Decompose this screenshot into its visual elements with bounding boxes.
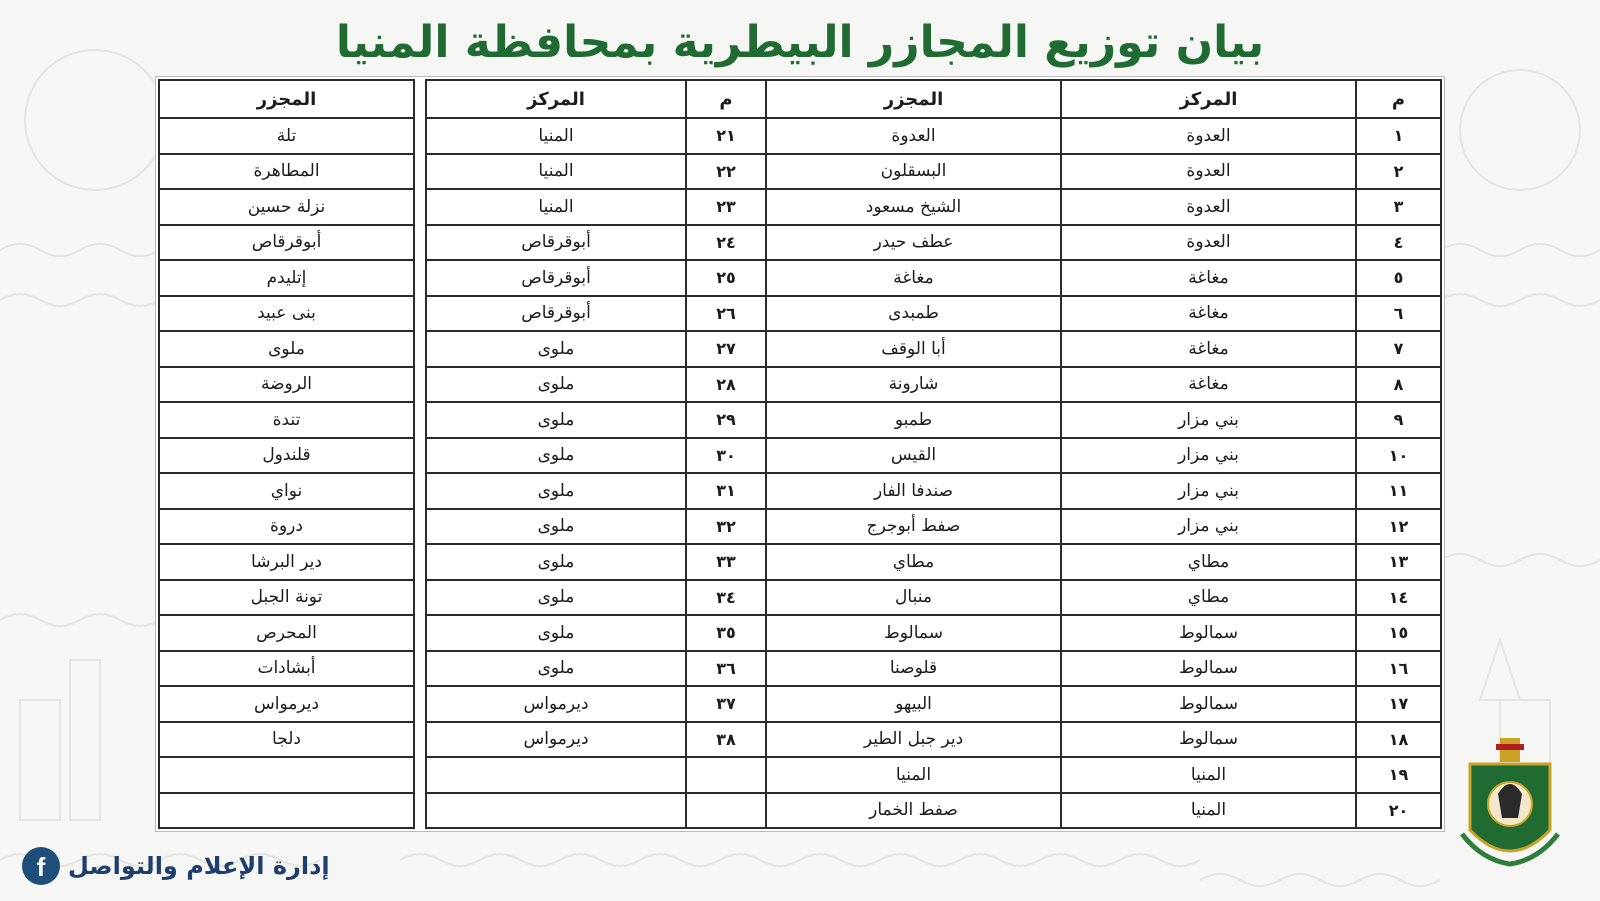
right-slaughterhouse-cell: القيس bbox=[766, 438, 1061, 474]
table-row bbox=[159, 225, 1441, 261]
table-gap bbox=[414, 757, 426, 793]
right-num-cell: ٤ bbox=[1356, 225, 1441, 261]
left-num-cell: ٣٨ bbox=[686, 722, 766, 758]
left-center-cell: أبوقرقاص bbox=[426, 296, 686, 332]
right-num-cell: ٨ bbox=[1356, 367, 1441, 403]
left-center-cell: أبوقرقاص bbox=[426, 260, 686, 296]
right-num-cell: ٥ bbox=[1356, 260, 1441, 296]
left-num-cell: ٢٩ bbox=[686, 402, 766, 438]
right-num-cell: ٧ bbox=[1356, 331, 1441, 367]
right-center-cell: سمالوط bbox=[1061, 722, 1356, 758]
right-num-cell: ١٤ bbox=[1356, 580, 1441, 616]
header-center-left: المركز bbox=[426, 80, 686, 118]
right-num-cell: ١٧ bbox=[1356, 686, 1441, 722]
left-num-cell: ٢٢ bbox=[686, 154, 766, 190]
left-num-cell: ٢٥ bbox=[686, 260, 766, 296]
left-num-cell: ٢١ bbox=[686, 118, 766, 154]
right-center-cell: بني مزار bbox=[1061, 438, 1356, 474]
table-body bbox=[159, 118, 1441, 828]
left-num-cell: ٢٨ bbox=[686, 367, 766, 403]
left-center-cell: ملوى bbox=[426, 402, 686, 438]
table-row bbox=[159, 473, 1441, 509]
table-row bbox=[159, 544, 1441, 580]
facebook-icon[interactable]: f bbox=[22, 847, 60, 885]
left-slaughterhouse-cell bbox=[159, 793, 414, 829]
slaughterhouse-table-sheet bbox=[155, 76, 1445, 832]
table-gap bbox=[414, 225, 426, 261]
left-num-cell: ٣٤ bbox=[686, 580, 766, 616]
left-slaughterhouse-cell: دلجا bbox=[159, 722, 414, 758]
right-center-cell: المنيا bbox=[1061, 793, 1356, 829]
table-gap bbox=[414, 118, 426, 154]
left-slaughterhouse-cell: ديرمواس bbox=[159, 686, 414, 722]
left-slaughterhouse-cell: قلندول bbox=[159, 438, 414, 474]
table-gap bbox=[414, 367, 426, 403]
left-num-cell bbox=[686, 793, 766, 829]
right-slaughterhouse-cell: مغاغة bbox=[766, 260, 1061, 296]
right-num-cell: ٣ bbox=[1356, 189, 1441, 225]
left-slaughterhouse-cell: نزلة حسين bbox=[159, 189, 414, 225]
table-row bbox=[159, 686, 1441, 722]
left-num-cell: ٣٥ bbox=[686, 615, 766, 651]
right-num-cell: ١٦ bbox=[1356, 651, 1441, 687]
page-title: بيان توزيع المجازر البيطرية بمحافظة المنيا bbox=[335, 17, 1265, 68]
left-center-cell: ملوى bbox=[426, 544, 686, 580]
table-gap bbox=[414, 260, 426, 296]
table-gap bbox=[414, 80, 426, 118]
table-gap bbox=[414, 722, 426, 758]
left-slaughterhouse-cell: أبوقرقاص bbox=[159, 225, 414, 261]
left-slaughterhouse-cell bbox=[159, 757, 414, 793]
left-slaughterhouse-cell: تلة bbox=[159, 118, 414, 154]
left-num-cell: ٣٣ bbox=[686, 544, 766, 580]
right-slaughterhouse-cell: طمبو bbox=[766, 402, 1061, 438]
table-gap bbox=[414, 154, 426, 190]
right-center-cell: العدوة bbox=[1061, 225, 1356, 261]
table-row bbox=[159, 331, 1441, 367]
table-row bbox=[159, 651, 1441, 687]
slaughterhouse-table bbox=[158, 79, 1442, 829]
table-gap bbox=[414, 473, 426, 509]
right-slaughterhouse-cell: صفط الخمار bbox=[766, 793, 1061, 829]
left-center-cell: ملوى bbox=[426, 438, 686, 474]
header-slaughterhouse-left: المجزر bbox=[159, 80, 414, 118]
governorate-emblem-icon bbox=[1452, 734, 1568, 878]
left-slaughterhouse-cell: المحرص bbox=[159, 615, 414, 651]
left-center-cell bbox=[426, 757, 686, 793]
right-slaughterhouse-cell: أبا الوقف bbox=[766, 331, 1061, 367]
left-slaughterhouse-cell: الروضة bbox=[159, 367, 414, 403]
table-row bbox=[159, 154, 1441, 190]
right-slaughterhouse-cell: دير جبل الطير bbox=[766, 722, 1061, 758]
table-gap bbox=[414, 509, 426, 545]
left-slaughterhouse-cell: أبشادات bbox=[159, 651, 414, 687]
table-row bbox=[159, 757, 1441, 793]
left-num-cell: ٢٤ bbox=[686, 225, 766, 261]
left-slaughterhouse-cell: تندة bbox=[159, 402, 414, 438]
right-center-cell: بني مزار bbox=[1061, 509, 1356, 545]
table-gap bbox=[414, 438, 426, 474]
table-gap bbox=[414, 331, 426, 367]
right-num-cell: ١١ bbox=[1356, 473, 1441, 509]
right-slaughterhouse-cell: طمبدى bbox=[766, 296, 1061, 332]
header-slaughterhouse-right: المجزر bbox=[766, 80, 1061, 118]
table-row bbox=[159, 189, 1441, 225]
right-num-cell: ٢ bbox=[1356, 154, 1441, 190]
header-num-right: م bbox=[1356, 80, 1441, 118]
left-center-cell: أبوقرقاص bbox=[426, 225, 686, 261]
left-slaughterhouse-cell: تونة الجبل bbox=[159, 580, 414, 616]
right-slaughterhouse-cell: العدوة bbox=[766, 118, 1061, 154]
table-row bbox=[159, 367, 1441, 403]
header-num-left: م bbox=[686, 80, 766, 118]
right-slaughterhouse-cell: سمالوط bbox=[766, 615, 1061, 651]
left-num-cell: ٣٠ bbox=[686, 438, 766, 474]
right-center-cell: مطاي bbox=[1061, 580, 1356, 616]
table-header-row bbox=[159, 80, 1441, 118]
right-center-cell: العدوة bbox=[1061, 154, 1356, 190]
table-row bbox=[159, 438, 1441, 474]
left-slaughterhouse-cell: دير البرشا bbox=[159, 544, 414, 580]
left-center-cell: ديرمواس bbox=[426, 686, 686, 722]
left-center-cell: المنيا bbox=[426, 154, 686, 190]
header-center-right: المركز bbox=[1061, 80, 1356, 118]
table-row bbox=[159, 118, 1441, 154]
right-slaughterhouse-cell: المنيا bbox=[766, 757, 1061, 793]
left-center-cell: ملوى bbox=[426, 367, 686, 403]
right-slaughterhouse-cell: شارونة bbox=[766, 367, 1061, 403]
right-slaughterhouse-cell: الشيخ مسعود bbox=[766, 189, 1061, 225]
left-center-cell: ديرمواس bbox=[426, 722, 686, 758]
left-slaughterhouse-cell: إتليدم bbox=[159, 260, 414, 296]
left-center-cell: ملوى bbox=[426, 331, 686, 367]
table-gap bbox=[414, 544, 426, 580]
table-gap bbox=[414, 189, 426, 225]
footer bbox=[22, 846, 330, 886]
right-center-cell: المنيا bbox=[1061, 757, 1356, 793]
table-gap bbox=[414, 402, 426, 438]
footer-text: إدارة الإعلام والتواصل bbox=[68, 852, 330, 880]
left-num-cell: ٢٣ bbox=[686, 189, 766, 225]
left-num-cell: ٣٢ bbox=[686, 509, 766, 545]
right-slaughterhouse-cell: البسقلون bbox=[766, 154, 1061, 190]
left-num-cell bbox=[686, 757, 766, 793]
right-center-cell: بني مزار bbox=[1061, 402, 1356, 438]
left-center-cell: ملوى bbox=[426, 615, 686, 651]
left-center-cell: المنيا bbox=[426, 118, 686, 154]
right-center-cell: العدوة bbox=[1061, 189, 1356, 225]
left-center-cell: المنيا bbox=[426, 189, 686, 225]
left-num-cell: ٣١ bbox=[686, 473, 766, 509]
right-slaughterhouse-cell: صفط أبوجرج bbox=[766, 509, 1061, 545]
right-center-cell: مغاغة bbox=[1061, 331, 1356, 367]
left-center-cell: ملوى bbox=[426, 651, 686, 687]
right-center-cell: بني مزار bbox=[1061, 473, 1356, 509]
left-slaughterhouse-cell: ملوى bbox=[159, 331, 414, 367]
left-center-cell: ملوى bbox=[426, 509, 686, 545]
right-slaughterhouse-cell: قلوصنا bbox=[766, 651, 1061, 687]
table-row bbox=[159, 260, 1441, 296]
right-num-cell: ٩ bbox=[1356, 402, 1441, 438]
right-center-cell: مغاغة bbox=[1061, 260, 1356, 296]
table-gap bbox=[414, 580, 426, 616]
right-num-cell: ١٠ bbox=[1356, 438, 1441, 474]
right-num-cell: ١٩ bbox=[1356, 757, 1441, 793]
left-num-cell: ٢٦ bbox=[686, 296, 766, 332]
table-row bbox=[159, 722, 1441, 758]
left-num-cell: ٢٧ bbox=[686, 331, 766, 367]
left-center-cell bbox=[426, 793, 686, 829]
right-center-cell: العدوة bbox=[1061, 118, 1356, 154]
left-center-cell: ملوى bbox=[426, 473, 686, 509]
left-slaughterhouse-cell: نواي bbox=[159, 473, 414, 509]
right-center-cell: مطاي bbox=[1061, 544, 1356, 580]
right-center-cell: سمالوط bbox=[1061, 686, 1356, 722]
left-num-cell: ٣٦ bbox=[686, 651, 766, 687]
table-gap bbox=[414, 296, 426, 332]
table-row bbox=[159, 615, 1441, 651]
right-center-cell: سمالوط bbox=[1061, 615, 1356, 651]
right-slaughterhouse-cell: عطف حيدر bbox=[766, 225, 1061, 261]
right-slaughterhouse-cell: منبال bbox=[766, 580, 1061, 616]
table-gap bbox=[414, 651, 426, 687]
left-num-cell: ٣٧ bbox=[686, 686, 766, 722]
right-num-cell: ٢٠ bbox=[1356, 793, 1441, 829]
right-slaughterhouse-cell: البيهو bbox=[766, 686, 1061, 722]
table-gap bbox=[414, 793, 426, 829]
left-slaughterhouse-cell: بنى عبيد bbox=[159, 296, 414, 332]
right-num-cell: ١٢ bbox=[1356, 509, 1441, 545]
table-gap bbox=[414, 686, 426, 722]
right-center-cell: مغاغة bbox=[1061, 296, 1356, 332]
right-num-cell: ١٨ bbox=[1356, 722, 1441, 758]
right-num-cell: ١٥ bbox=[1356, 615, 1441, 651]
right-slaughterhouse-cell: صندفا الفار bbox=[766, 473, 1061, 509]
left-center-cell: ملوى bbox=[426, 580, 686, 616]
table-row bbox=[159, 509, 1441, 545]
table-row bbox=[159, 402, 1441, 438]
right-num-cell: ١ bbox=[1356, 118, 1441, 154]
right-center-cell: مغاغة bbox=[1061, 367, 1356, 403]
left-slaughterhouse-cell: المطاهرة bbox=[159, 154, 414, 190]
left-slaughterhouse-cell: دروة bbox=[159, 509, 414, 545]
table-row bbox=[159, 296, 1441, 332]
right-center-cell: سمالوط bbox=[1061, 651, 1356, 687]
right-num-cell: ١٣ bbox=[1356, 544, 1441, 580]
table-gap bbox=[414, 615, 426, 651]
table-row bbox=[159, 793, 1441, 829]
right-slaughterhouse-cell: مطاي bbox=[766, 544, 1061, 580]
table-row bbox=[159, 580, 1441, 616]
right-num-cell: ٦ bbox=[1356, 296, 1441, 332]
